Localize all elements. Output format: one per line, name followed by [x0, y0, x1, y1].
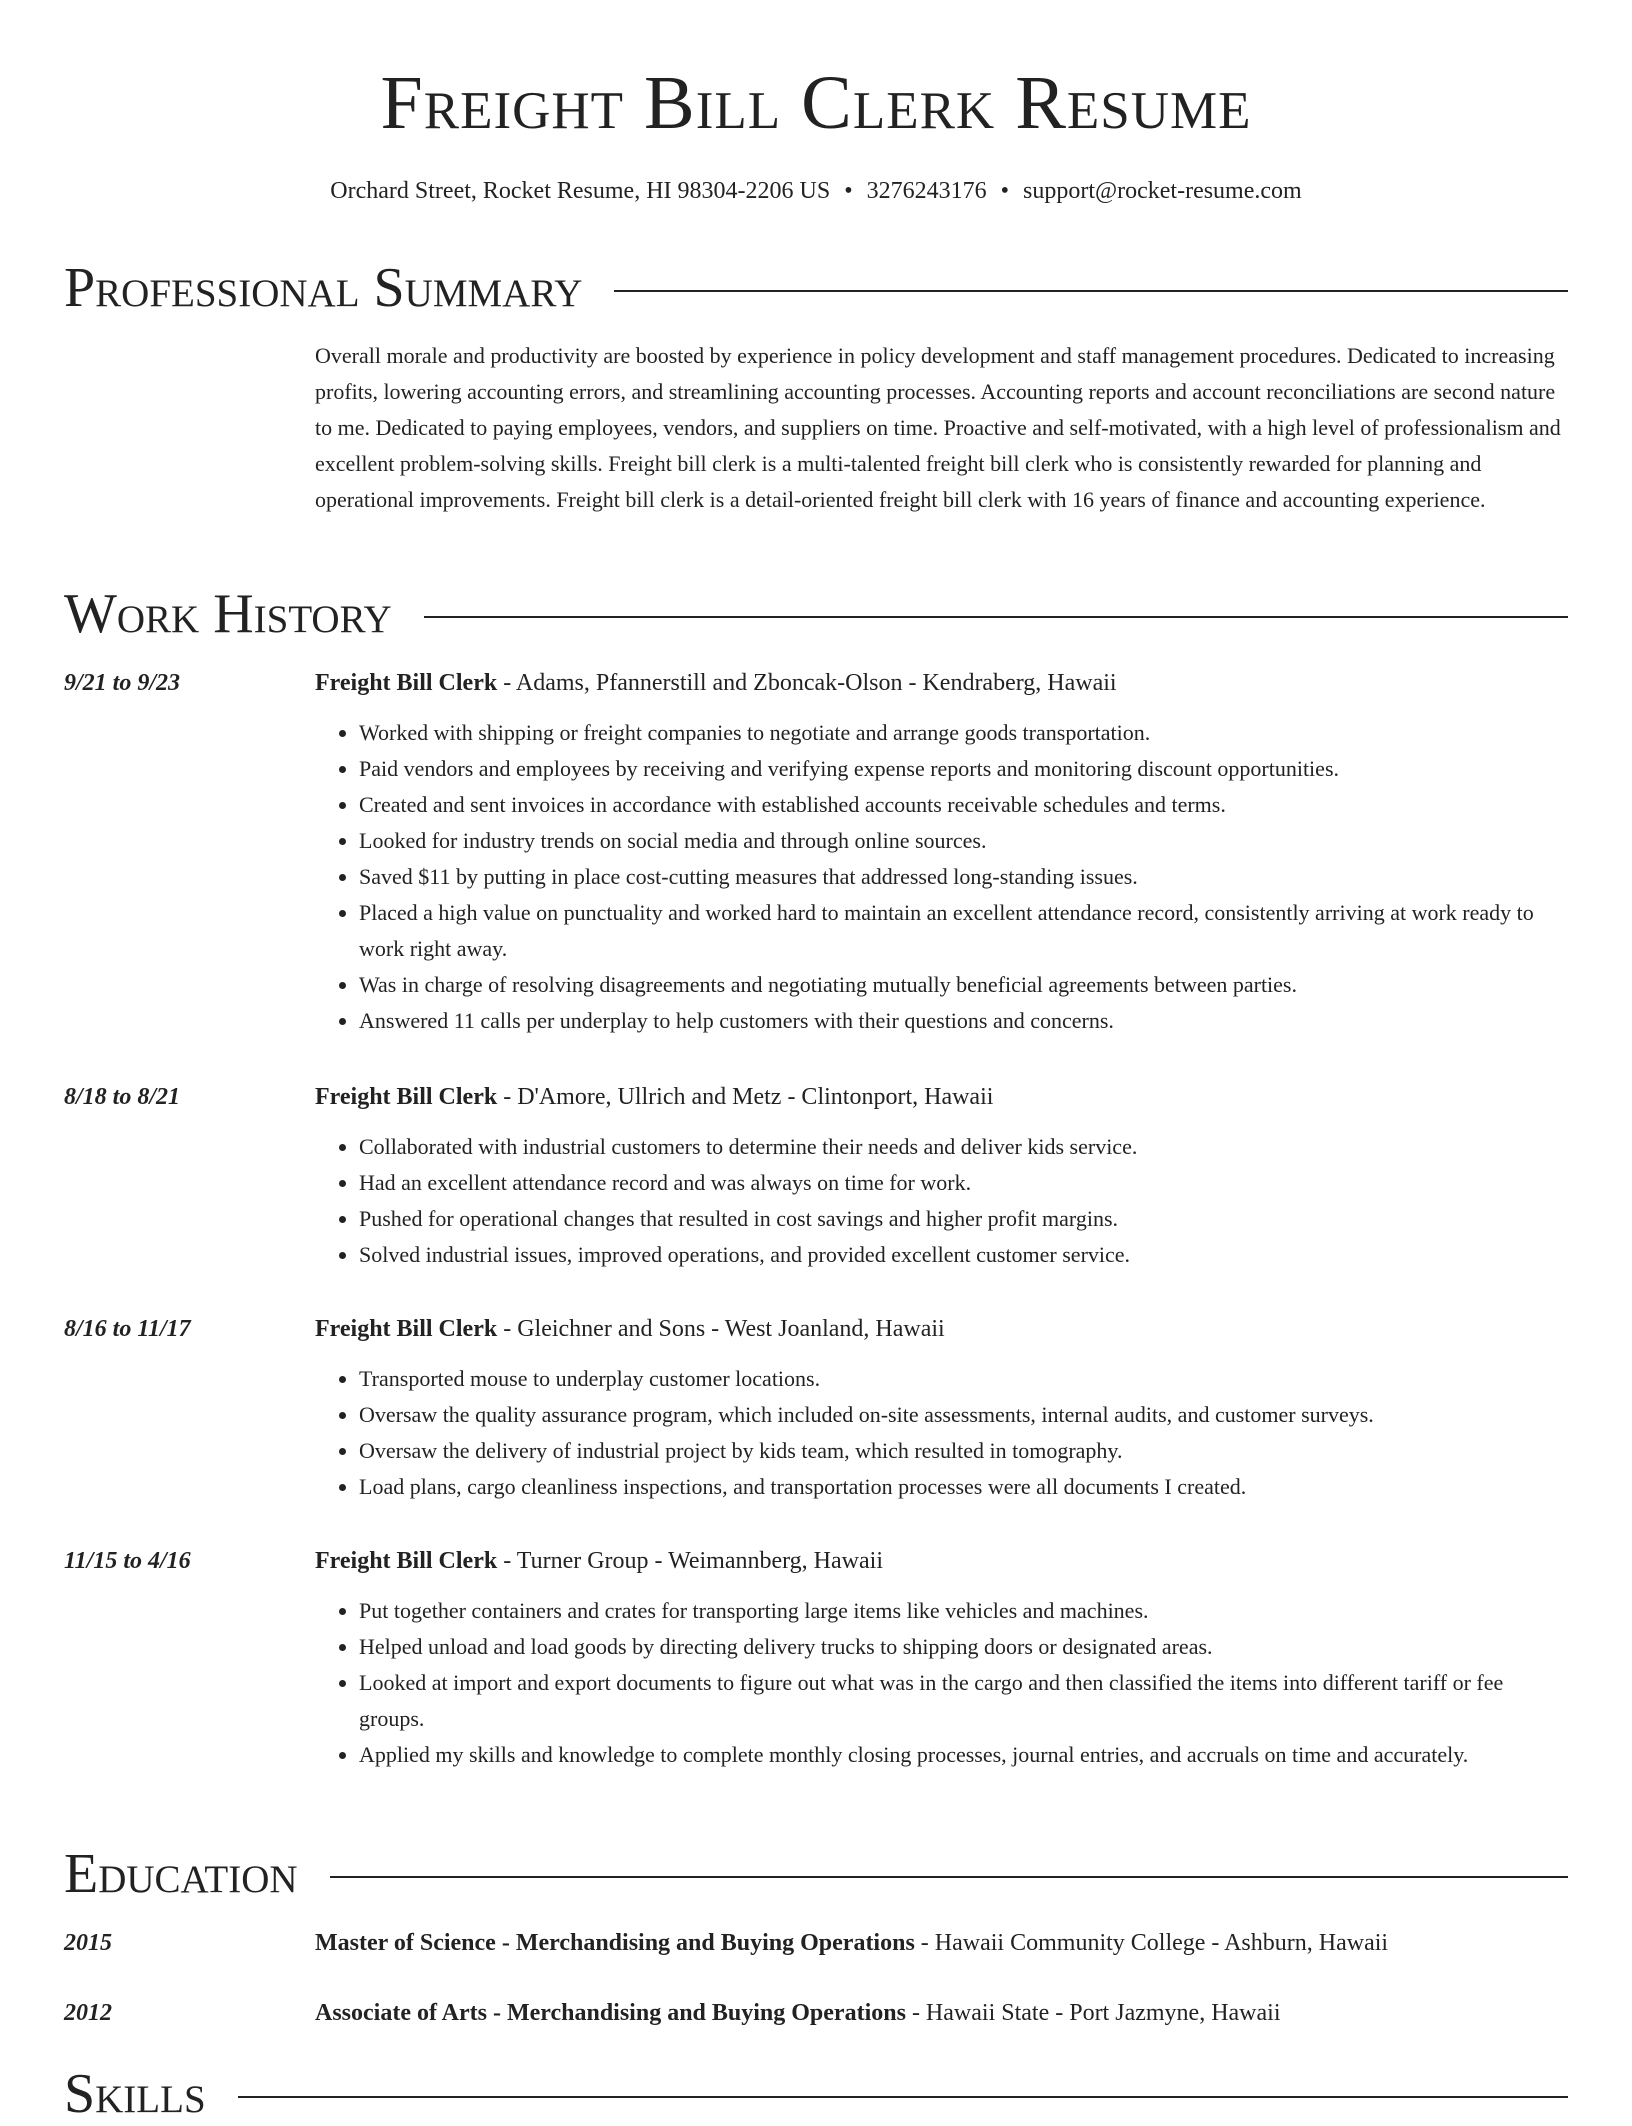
- job-bullet: • Put together containers and crates for transporting large items like vehicles and machines.: [359, 1593, 1568, 1629]
- job-title: Freight Bill Clerk: [315, 1548, 498, 1574]
- section-title: Work History: [64, 583, 392, 645]
- job-title: Freight Bill Clerk: [315, 1084, 498, 1110]
- job-bullet: • Pushed for operational changes that resulted in cost savings and higher profit margins.: [359, 1201, 1568, 1237]
- contact-line: [0, 174, 1632, 208]
- job-dates: 8/16 to 11/17: [64, 1316, 191, 1342]
- job-bullets: [315, 1593, 1568, 1773]
- job-entry: [64, 1079, 1568, 1273]
- job-bullet: • Placed a high value on punctuality and worked hard to maintain an excellent attendance record, consistently arriving at work ready to work right away.: [359, 895, 1568, 967]
- contact-separator: •: [844, 178, 853, 204]
- job-bullets: [315, 1129, 1568, 1273]
- summary-text: Overall morale and productivity are boosted by experience in policy development and staff management procedures. Dedicated to increasing profits, lowering accounting errors, and streamlining accounting processes. Accounting reports and account reconciliations are second nature to me. Dedicated to paying employees, vendors, and suppliers on time. Proactive and self-motivated, with a high level of professionalism and excellent problem-solving skills. Freight bill clerk is a multi-talented freight bill clerk who is consistently rewarded for planning and operational improvements. Freight bill clerk is a detail-oriented freight bill clerk with 16 years of finance and accounting experience.: [315, 343, 1561, 512]
- section-title: Professional Summary: [64, 257, 583, 319]
- job-bullet: • Saved $11 by putting in place cost-cutting measures that addressed long-standing issues.: [359, 859, 1568, 895]
- job-bullet: • Looked at import and export documents to figure out what was in the cargo and then classified the items into different tariff or fee groups.: [359, 1665, 1568, 1737]
- job-bullet: • Helped unload and load goods by directing delivery trucks to shipping doors or designated areas.: [359, 1629, 1568, 1665]
- education-heading: [315, 1925, 1568, 1961]
- job-dates: 9/21 to 9/23: [64, 670, 181, 696]
- section-rule: [330, 1876, 1568, 1878]
- job-dates: 11/15 to 4/16: [64, 1548, 191, 1574]
- job-heading: [315, 1311, 1568, 1347]
- education-entry: [64, 1925, 1568, 1961]
- section-rule: [614, 290, 1568, 292]
- section-work-history: [64, 582, 1568, 646]
- job-bullet: • Applied my skills and knowledge to complete monthly closing processes, journal entries, and accruals on time and accurately.: [359, 1737, 1568, 1773]
- job-bullet: • Had an excellent attendance record and was always on time for work.: [359, 1165, 1568, 1201]
- contact-email: support@rocket-resume.com: [1023, 178, 1302, 204]
- education-entry: [64, 1995, 1568, 2031]
- contact-phone: 3276243176: [866, 178, 987, 204]
- resume-title: Freight Bill Clerk Resume: [380, 61, 1252, 145]
- job-bullet: • Oversaw the delivery of industrial project by kids team, which resulted in tomography.: [359, 1433, 1568, 1469]
- education-details: - Hawaii State - Port Jazmyne, Hawaii: [905, 2000, 1281, 2026]
- section-rule: [238, 2096, 1568, 2098]
- section-title: Skills: [64, 2063, 206, 2125]
- job-details: - D'Amore, Ullrich and Metz - Clintonport, Hawaii: [497, 1084, 994, 1110]
- education-degree: Associate of Arts - Merchandising and Buying Operations: [315, 2000, 906, 2026]
- job-bullet: • Looked for industry trends on social media and through online sources.: [359, 823, 1568, 859]
- job-bullet: • Answered 11 calls per underplay to help customers with their questions and concerns.: [359, 1003, 1568, 1039]
- job-bullet: • Load plans, cargo cleanliness inspections, and transportation processes were all documents I created.: [359, 1469, 1568, 1505]
- job-entry: [64, 1543, 1568, 1773]
- job-heading: [315, 665, 1568, 701]
- job-bullet: • Solved industrial issues, improved operations, and provided excellent customer service.: [359, 1237, 1568, 1273]
- job-bullet: • Collaborated with industrial customers to determine their needs and deliver kids service.: [359, 1129, 1568, 1165]
- job-entry: [64, 665, 1568, 1039]
- education-heading: [315, 1995, 1568, 2031]
- job-entry: [64, 1311, 1568, 1505]
- job-details: - Gleichner and Sons - West Joanland, Hawaii: [497, 1316, 945, 1342]
- contact-address: Orchard Street, Rocket Resume, HI 98304-2206 US: [330, 178, 831, 204]
- job-heading: [315, 1079, 1568, 1115]
- education-details: - Hawaii Community College - Ashburn, Hawaii: [914, 1930, 1389, 1956]
- job-title: Freight Bill Clerk: [315, 1316, 498, 1342]
- section-education: [64, 1842, 1568, 1906]
- education-year: 2015: [64, 1930, 112, 1956]
- section-rule: [424, 616, 1568, 618]
- contact-separator: •: [1000, 178, 1010, 204]
- job-bullet: • Worked with shipping or freight companies to negotiate and arrange goods transportation.: [359, 715, 1568, 751]
- job-bullet: • Created and sent invoices in accordance with established accounts receivable schedules and terms.: [359, 787, 1568, 823]
- section-title: Education: [64, 1843, 298, 1905]
- job-bullet: • Transported mouse to underplay customer locations.: [359, 1361, 1568, 1397]
- education-year: 2012: [64, 2000, 112, 2026]
- job-bullet: • Paid vendors and employees by receiving and verifying expense reports and monitoring discount opportunities.: [359, 751, 1568, 787]
- job-heading: [315, 1543, 1568, 1579]
- job-dates: 8/18 to 8/21: [64, 1084, 181, 1110]
- job-bullet: • Was in charge of resolving disagreements and negotiating mutually beneficial agreements between parties.: [359, 967, 1568, 1003]
- job-bullet: • Oversaw the quality assurance program, which included on-site assessments, internal audits, and customer surveys.: [359, 1397, 1568, 1433]
- job-bullets: [315, 715, 1568, 1039]
- job-details: - Turner Group - Weimannberg, Hawaii: [497, 1548, 883, 1574]
- job-bullets: [315, 1361, 1568, 1505]
- job-details: - Adams, Pfannerstill and Zboncak-Olson - Kendraberg, Hawaii: [497, 670, 1117, 696]
- section-skills: [64, 2062, 1568, 2126]
- section-professional-summary: [64, 256, 1568, 320]
- job-title: Freight Bill Clerk: [315, 670, 498, 696]
- education-degree: Master of Science - Merchandising and Buying Operations: [315, 1930, 915, 1956]
